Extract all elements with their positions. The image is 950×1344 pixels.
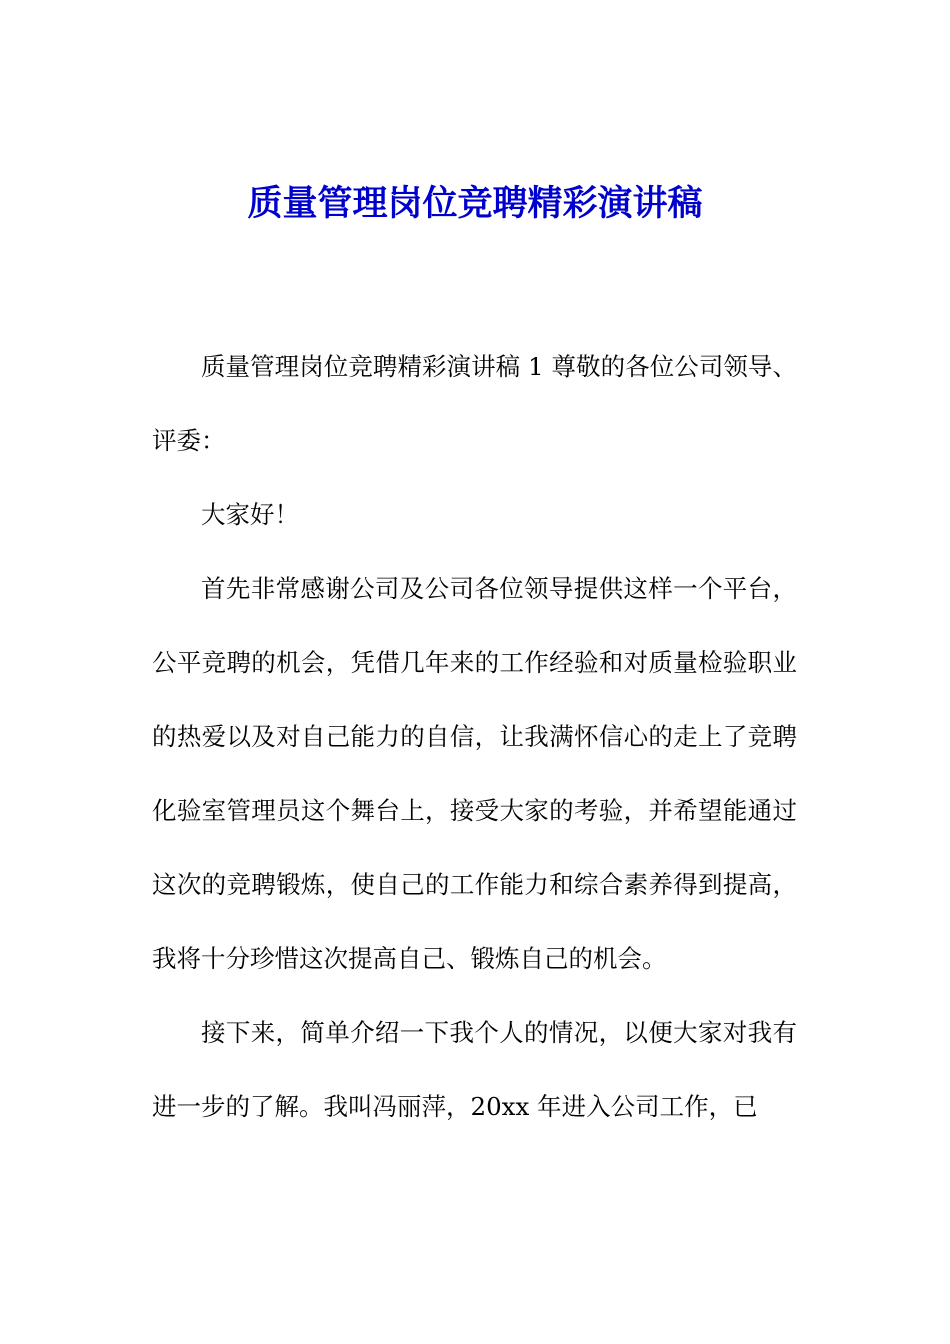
document-title: 质量管理岗位竞聘精彩演讲稿 (247, 183, 703, 224)
paragraph-greeting: 质量管理岗位竞聘精彩演讲稿 1 尊敬的各位公司领导、评委： (152, 352, 797, 455)
paragraph-thanks: 首先非常感谢公司及公司各位领导提供这样一个平台，公平竞聘的机会，凭借几年来的工作经验和对质量检验职业的热爱以及对自己能力的自信，让我满怀信心的走上了竞聘化验室管理员这个舞台上，接受大家的考验，并希望能通过这次的竞聘锻炼，使自己的工作能力和综合素养得到提高，我将十分珍惜这次提高自己、锻炼自己的机会。 (152, 574, 797, 973)
paragraph-introduction: 接下来，简单介绍一下我个人的情况，以便大家对我有进一步的了解。我叫冯丽萍，20xx 年进入公司工作，已 (152, 1018, 797, 1121)
document-body (152, 330, 797, 1144)
paragraph-hello: 大家好！ (201, 500, 299, 529)
